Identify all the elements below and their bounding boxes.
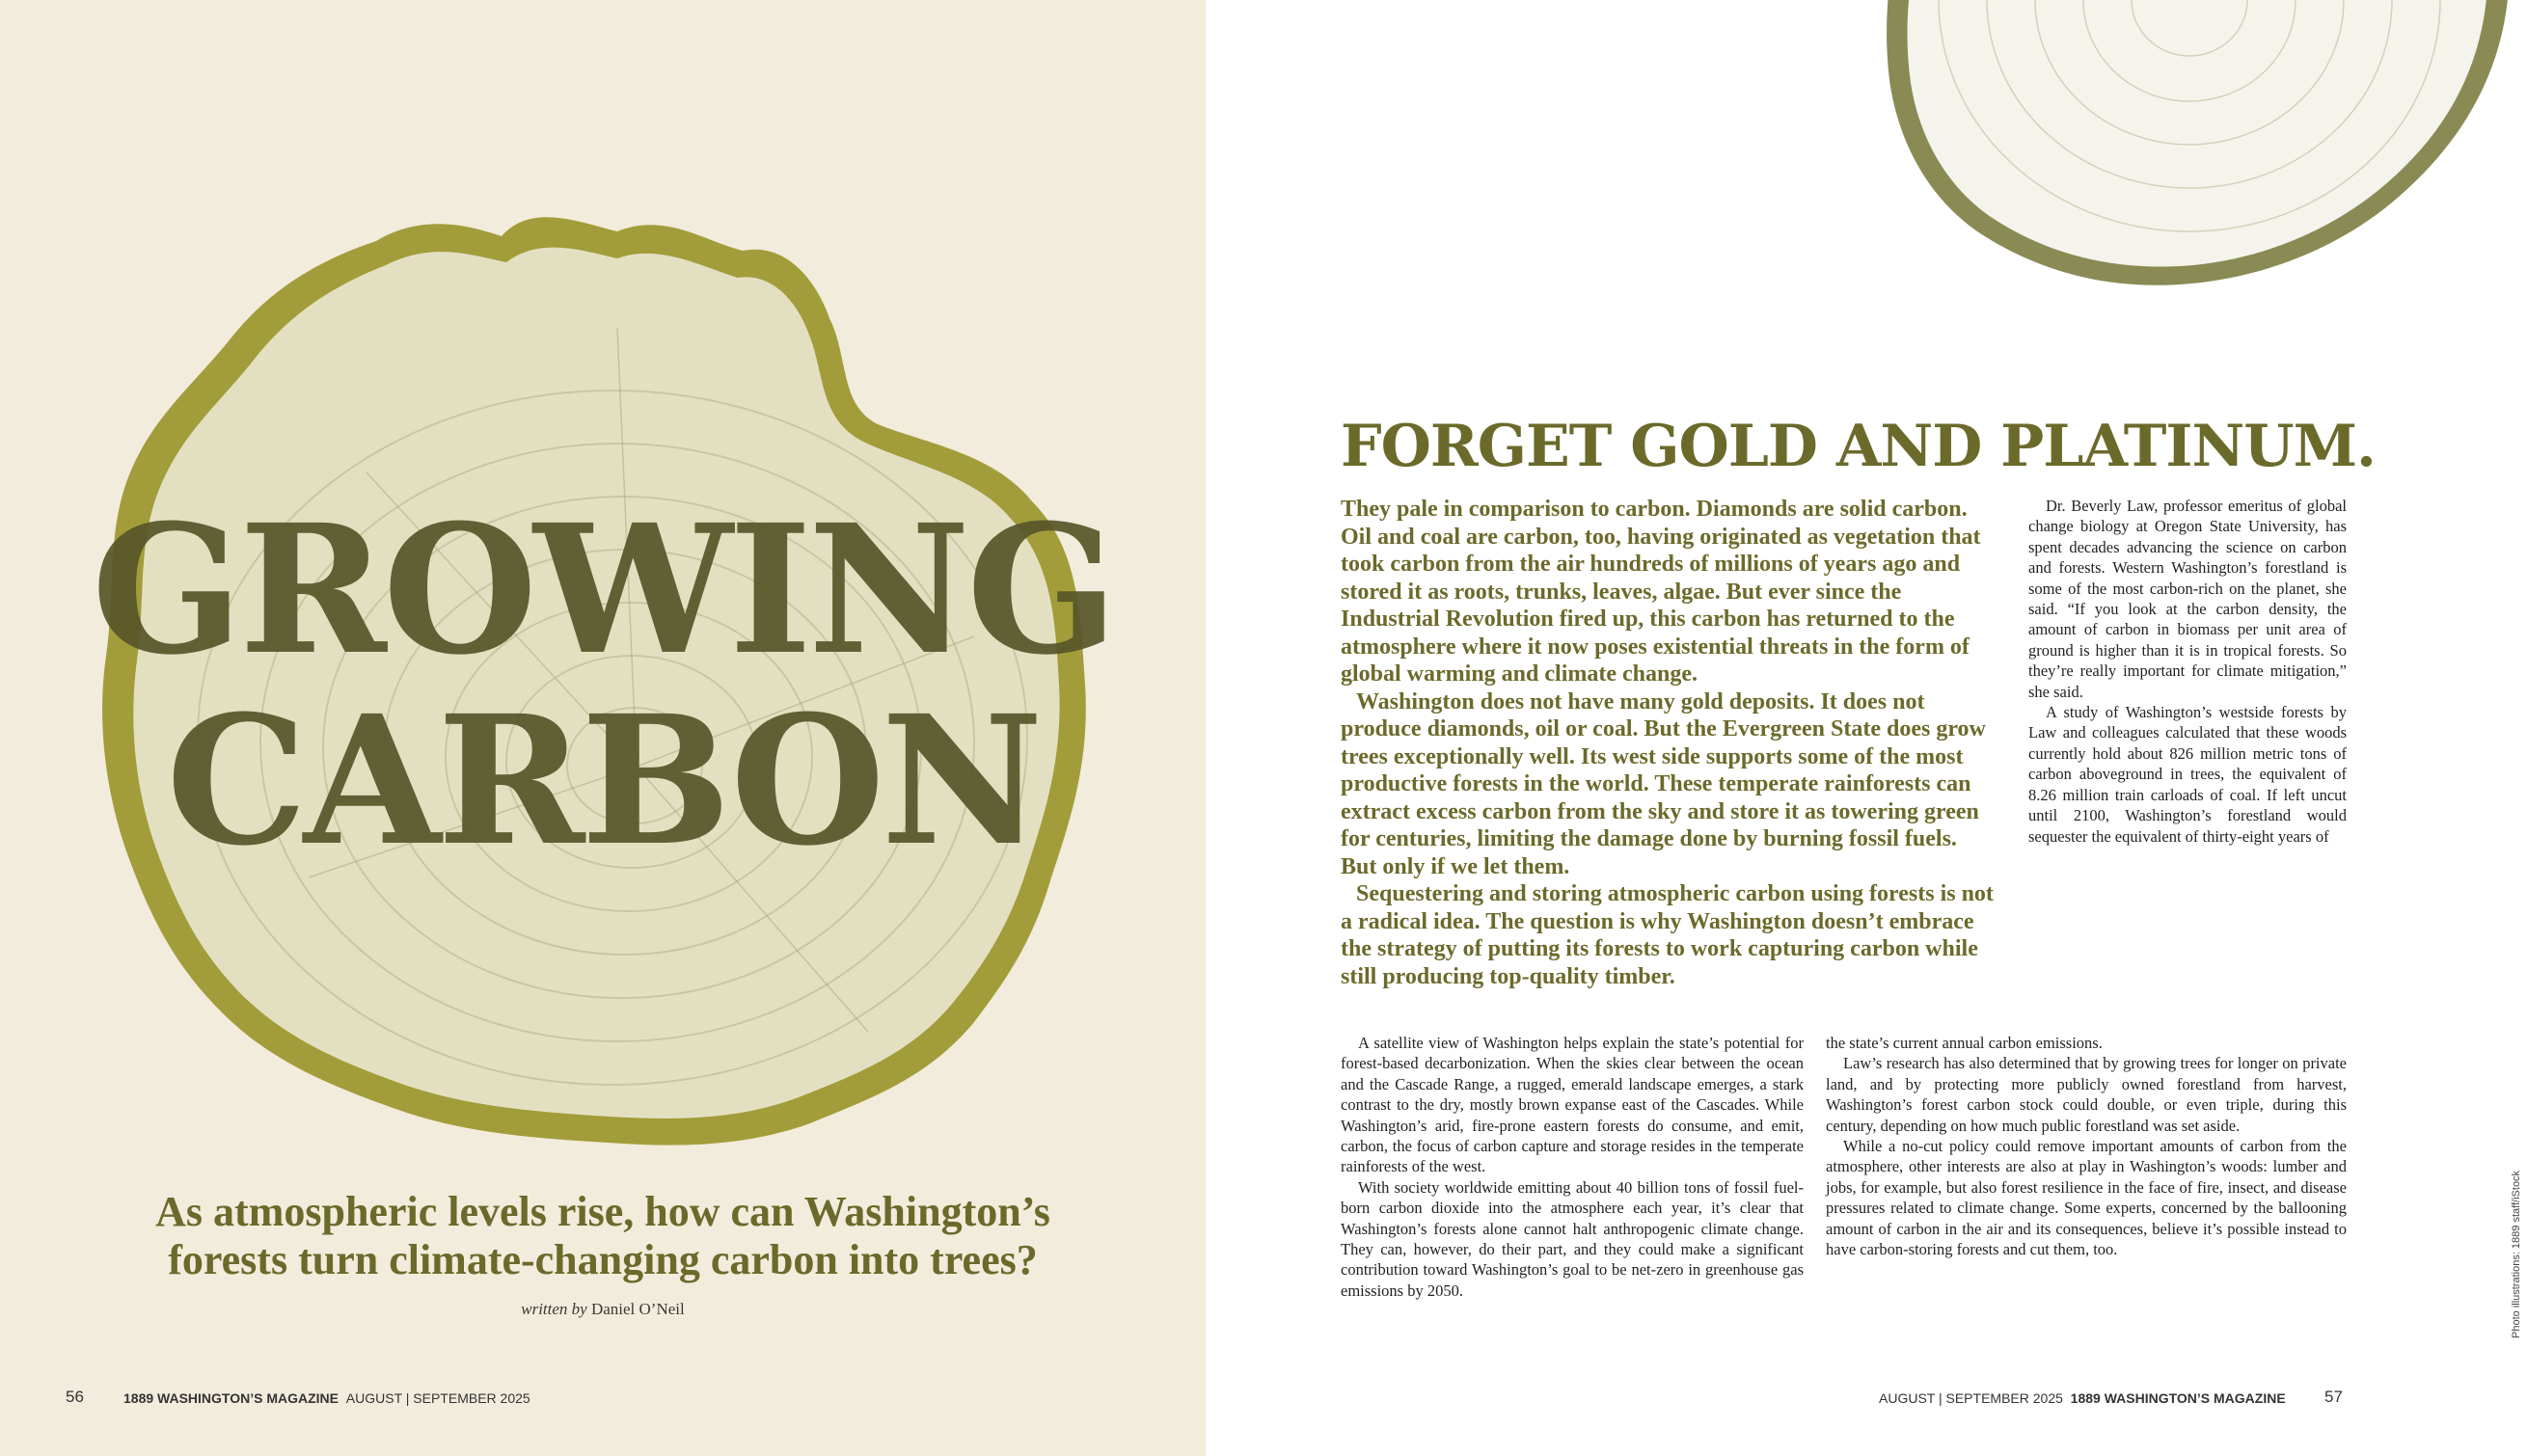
issue-date: AUGUST | SEPTEMBER 2025 (345, 1390, 530, 1406)
body-paragraph: While a no-cut policy could remove important amounts of carbon from the atmosphere, other interests are also at play in Washington’s woods: lumber and jobs, for example, but also forest resilience in the face of fire, insect, and disease pressures related to climate change. Some experts, concerned by the ballooning amount of carbon in the air and its consequences, believe it’s possible instead to have carbon-storing forests and cut them, too. (1826, 1137, 2347, 1259)
body-paragraph: Law’s research has also determined that by growing trees for longer on private land, and by protecting more publicly owned forestland from harvest, Washington’s forest carbon stock could double, or even triple, during this century, depending on how much public forestland was set aside. (1826, 1054, 2347, 1135)
folio-right (1879, 1390, 2286, 1406)
title-line-growing: GROWING (91, 486, 1115, 694)
intro-paragraph: They pale in comparison to carbon. Diamonds are solid carbon. Oil and coal are carbon, too, having originated as vegetation that took carbon from the air hundreds of millions of years ago and stored it as roots, trunks, leaves, algae. But ever since the Industrial Revolution fired up, this carbon has returned to the atmosphere where it now poses existential threats in the form of global warming and climate change. (1341, 497, 1981, 687)
byline-prefix: written by (521, 1300, 587, 1318)
intro-text (1341, 496, 1997, 990)
deck-subtitle: As atmospheric levels rise, how can Washington’s forests turn climate-changing carbon into trees? (155, 1188, 1050, 1283)
tree-ring-illustration-corner (1871, 0, 2527, 328)
page-number-left: 56 (66, 1388, 84, 1406)
body-column-b (1826, 1033, 2347, 1259)
body-paragraph-continuation: the state’s current annual carbon emissions. (1826, 1034, 2103, 1052)
magazine-name: 1889 WASHINGTON’S MAGAZINE (123, 1390, 340, 1406)
issue-date: AUGUST | SEPTEMBER 2025 (1879, 1390, 2063, 1406)
magazine-name: 1889 WASHINGTON’S MAGAZINE (2070, 1390, 2286, 1406)
body-paragraph: A study of Washington’s westside forests by Law and colleagues calculated that these woods currently hold about 826 million metric tons of carbon aboveground in trees, the equivalent of 8.26 million train carloads of coal. If left uncut until 2100, Washington’s forestland would sequester the equivalent of thirty-eight years of (2028, 703, 2347, 846)
page-number-right: 57 (2324, 1388, 2343, 1406)
title-line-carbon: CARBON (166, 677, 1040, 885)
folio-left (123, 1390, 530, 1406)
photo-credit: Photo illustrations: 1889 staff/iStock (2511, 1170, 2522, 1338)
sidebar-column (2028, 496, 2347, 847)
intro-paragraph: Sequestering and storing atmospheric carbon using forests is not a radical idea. The question is why Washington doesn’t embrace the strategy of putting its forests to work capturing carbon while still producing top-quality timber. (1341, 881, 1994, 989)
right-page (1206, 0, 2522, 1456)
left-page (0, 0, 1206, 1456)
body-paragraph: With society worldwide emitting about 40 billion tons of fossil fuel-born carbon dioxide into the atmosphere each year, it’s clear that Washington’s forests alone cannot halt anthropogenic climate change. They can, however, do their part, and they could make a significant contribution toward Washington’s goal to be net-zero in greenhouse gas emissions by 2050. (1341, 1177, 1804, 1300)
intro-paragraph: Washington does not have many gold deposits. It does not produce diamonds, oil or coal. But the Evergreen State does grow trees exceptionally well. Its west side supports some of the most productive forests in the world. These temperate rainforests can extract excess carbon from the sky and store it as towering green for centuries, limiting the damage done by burning fossil fuels. But only if we let them. (1341, 688, 1986, 879)
byline-author: Daniel O’Neil (590, 1300, 685, 1318)
byline (0, 1300, 1206, 1319)
body-paragraph: A satellite view of Washington helps explain the state’s potential for forest-based decarbonization. When the skies clear between the ocean and the Cascade Range, a rugged, emerald landscape emerges, a stark contrast to the dry, mostly brown expanse east of the Cascades. While Washington’s arid, fire-prone eastern forests do consume, and emit, carbon, the focus of carbon capture and storage resides in the temperate rainforests of the west. (1341, 1034, 1804, 1176)
body-column-a (1341, 1033, 1804, 1301)
body-paragraph: Dr. Beverly Law, professor emeritus of global change biology at Oregon State University, has spent decades advancing the science on carbon and forests. Western Washington’s forestland is some of the most carbon-rich on the planet, she said. “If you look at the carbon density, the amount of carbon in biomass per unit area of ground is higher than it is in tropical forests. So they’re really important for climate mitigation,” she said. (2028, 497, 2347, 701)
headline: FORGET GOLD AND PLATINUM. (1341, 413, 2376, 480)
